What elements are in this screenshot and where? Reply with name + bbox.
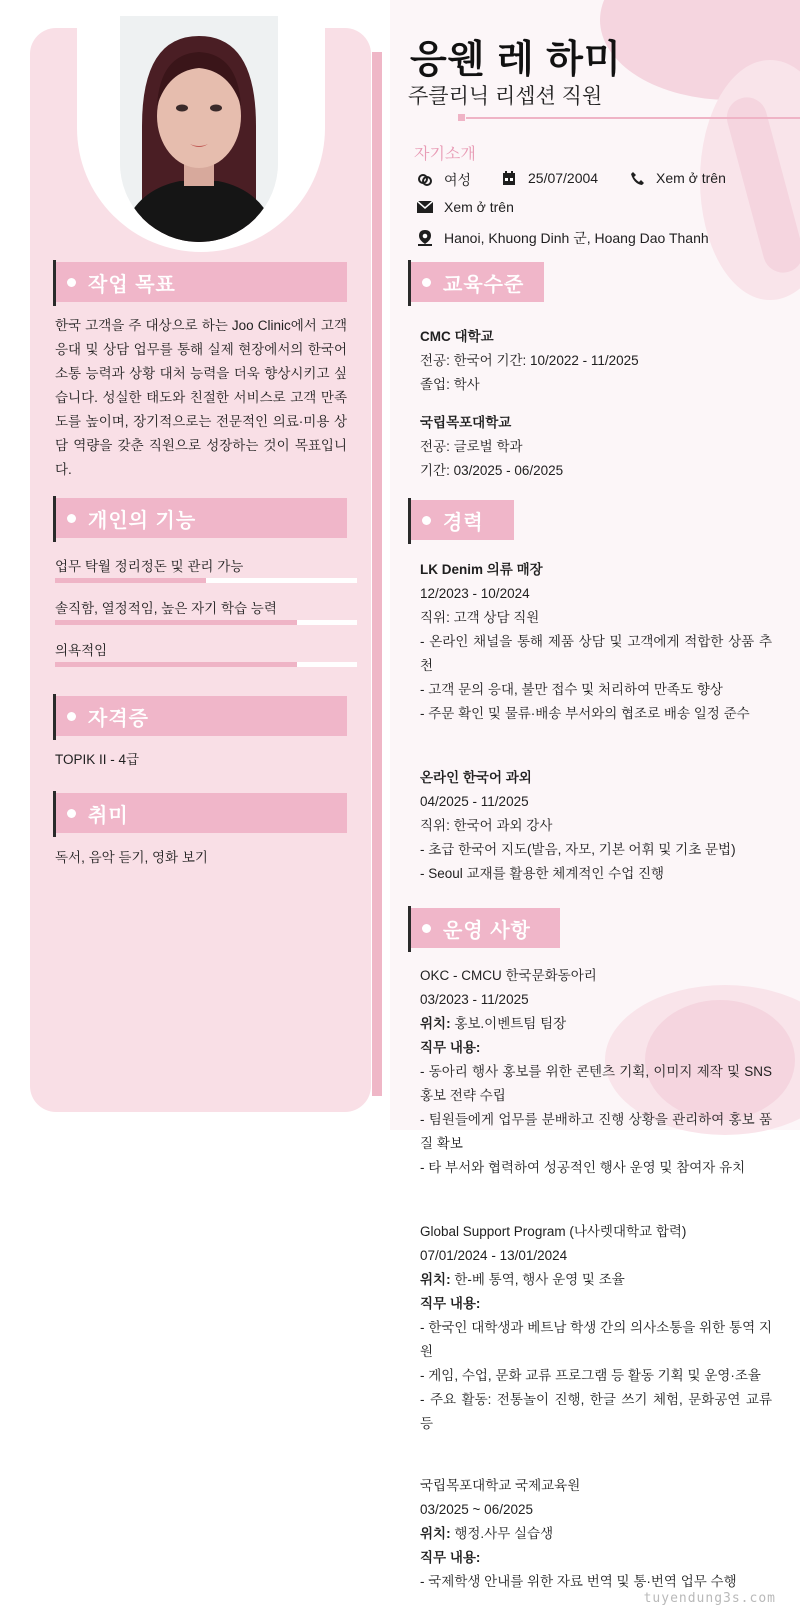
school-name: CMC 대학교	[420, 329, 494, 344]
bullet-dot	[422, 516, 431, 525]
bullet-dot	[422, 924, 431, 933]
section-title: 운영 사항	[443, 919, 531, 942]
section-bar	[53, 791, 56, 837]
activity-bullet: - 게임, 수업, 문화 교류 프로그램 등 활동 기획 및 운영·조율	[420, 1368, 761, 1383]
activity-bullet: - 동아리 행사 홍보를 위한 콘텐츠 기획, 이미지 제작 및 SNS 홍보 전략 수립	[420, 1064, 772, 1103]
experience-bullet: - 온라인 채널을 통해 제품 상담 및 고객에게 적합한 상품 추천	[420, 634, 772, 673]
section-header-education	[410, 262, 544, 302]
section-title: 작업 목표	[88, 273, 176, 296]
intro-title: 자기소개	[414, 146, 476, 163]
section-bar	[408, 498, 411, 544]
skill-bar	[55, 662, 357, 667]
activity-bullet: - 주요 활동: 전통놀이 진행, 한글 쓰기 체험, 문화공연 교류 등	[420, 1392, 772, 1431]
activity-bullet: - 타 부서와 협력하여 성공적인 행사 운영 및 참여자 유치	[420, 1160, 746, 1175]
activity-period: 03/2025 ~ 06/2025	[420, 1502, 533, 1517]
divider	[466, 117, 800, 119]
education-line: 기간: 03/2025 - 06/2025	[420, 463, 564, 478]
section-bar	[53, 694, 56, 740]
address-value: Hanoi, Khuong Dinh 군, Hoang Dao Thanh	[444, 230, 709, 246]
skill-label: 솔직함, 열정적임, 높은 자기 학습 능력	[55, 601, 277, 616]
experience-bullet: - 고객 문의 응대, 불만 접수 및 처리하여 만족도 향상	[420, 682, 723, 697]
skill-fill	[55, 662, 297, 667]
duties-label: 직무 내용:	[420, 1040, 481, 1055]
address-info	[414, 228, 709, 248]
experience-position: 직위: 한국어 과외 강사	[420, 818, 553, 833]
position-label: 위치:	[420, 1016, 451, 1031]
education-line: 전공: 한국어 기간: 10/2022 - 11/2025	[420, 353, 639, 368]
section-header-objective	[55, 262, 347, 302]
duties-label: 직무 내용:	[420, 1296, 481, 1311]
skill-label: 의욕적임	[55, 643, 108, 658]
experience-entry	[420, 766, 780, 886]
bullet-dot	[67, 712, 76, 721]
skill-fill	[55, 620, 297, 625]
education-entry	[420, 411, 780, 483]
divider-dot	[458, 114, 465, 121]
section-bar	[408, 906, 411, 952]
activity-org: Global Support Program (나사렛대학교 합력)	[420, 1224, 687, 1239]
experience-bullet: - 주문 확인 및 물류·배송 부서와의 협조로 배송 일정 준수	[420, 706, 750, 721]
candidate-name: 응웬 레 하미	[410, 39, 622, 81]
gender-icon	[414, 173, 436, 187]
section-header-skills	[55, 498, 347, 538]
skill-bar	[55, 620, 357, 625]
experience-position: 직위: 고객 상담 직원	[420, 610, 540, 625]
bullet-dot	[67, 278, 76, 287]
gender-value: 여성	[444, 172, 472, 188]
experience-period: 04/2025 - 11/2025	[420, 794, 529, 809]
bullet-dot	[67, 514, 76, 523]
birthdate-info	[498, 170, 598, 186]
activity-position: 한-베 통역, 행사 운영 및 조율	[454, 1272, 625, 1287]
birthdate-value: 25/07/2004	[528, 170, 599, 186]
activity-bullet: - 국제학생 안내를 위한 자료 번역 및 통·번역 업무 수행	[420, 1574, 737, 1589]
education-entry	[420, 325, 780, 397]
section-title: 자격증	[88, 707, 149, 730]
profile-photo	[120, 16, 278, 242]
experience-bullet: - 초급 한국어 지도(발음, 자모, 기본 어휘 및 기초 문법)	[420, 842, 736, 857]
experience-entry	[420, 558, 772, 726]
watermark: tuyendung3s.com	[643, 1591, 776, 1606]
section-bar	[53, 260, 56, 306]
phone-info	[626, 170, 726, 186]
education-line: 전공: 글로벌 학과	[420, 439, 523, 454]
activity-org: OKC - CMCU 한국문화동아리	[420, 968, 597, 983]
section-header-certifications	[55, 696, 347, 736]
section-header-hobbies	[55, 793, 347, 833]
skill-fill	[55, 578, 206, 583]
activity-period: 07/01/2024 - 13/01/2024	[420, 1248, 568, 1263]
location-pin-icon	[414, 230, 436, 246]
envelope-icon	[414, 201, 436, 213]
section-title: 취미	[88, 804, 129, 827]
experience-bullet: - Seoul 교재를 활용한 체계적인 수업 진행	[420, 866, 665, 881]
phone-value: Xem ở trên	[656, 170, 726, 186]
company-name: 온라인 한국어 과외	[420, 770, 532, 785]
position-label: 위치:	[420, 1272, 451, 1287]
school-name: 국립목포대학교	[420, 415, 512, 430]
education-line: 졸업: 학사	[420, 377, 480, 392]
activity-position: 행정.사무 실습생	[454, 1526, 554, 1541]
section-title: 개인의 기능	[88, 509, 197, 532]
experience-period: 12/2023 - 10/2024	[420, 586, 530, 601]
position-label: 위치:	[420, 1526, 451, 1541]
certification-text: TOPIK II - 4급	[55, 752, 140, 767]
calendar-icon	[498, 171, 520, 186]
activity-bullet: - 팀원들에게 업무를 분배하고 진행 상황을 관리하여 홍보 품질 확보	[420, 1112, 772, 1151]
job-title: 주클리닉 리셉션 직원	[408, 85, 603, 108]
bullet-dot	[67, 809, 76, 818]
section-title: 경력	[443, 511, 484, 534]
company-name: LK Denim 의류 매장	[420, 562, 543, 577]
section-bar	[408, 260, 411, 306]
hobbies-text: 독서, 음악 듣기, 영화 보기	[55, 850, 208, 865]
section-header-activities	[410, 908, 560, 948]
activity-entry	[420, 1220, 772, 1436]
section-header-experience	[410, 500, 514, 540]
activity-entry	[420, 1474, 780, 1594]
activity-period: 03/2023 - 11/2025	[420, 992, 529, 1007]
activity-bullet: - 한국인 대학생과 베트남 학생 간의 의사소통을 위한 통역 지원	[420, 1320, 772, 1359]
objective-text: 한국 고객을 주 대상으로 하는 Joo Clinic에서 고객 응대 및 상담 업무를 통해 실제 현장에서의 한국어 소통 능력과 상황 대처 능력을 더욱 향상시키고 싶습니다. 성실한 태도와 친절한 서비스로 고객 만족도를 높이며, 장기적으로는 전문적인 의료·미용 상담 역량을 갖춘 직원으로 성장하는 것이 목표입니다.	[55, 318, 347, 477]
email-value: Xem ở trên	[444, 199, 514, 215]
section-bar	[53, 496, 56, 542]
bullet-dot	[422, 278, 431, 287]
activity-position: 홍보.이벤트팀 팀장	[454, 1016, 567, 1031]
activity-entry	[420, 964, 772, 1180]
skill-bar	[55, 578, 357, 583]
activity-org: 국립목포대학교 국제교육원	[420, 1478, 581, 1493]
section-title: 교육수준	[443, 273, 525, 296]
skill-label: 업무 탁월 정리정돈 및 관리 가능	[55, 559, 244, 574]
duties-label: 직무 내용:	[420, 1550, 481, 1565]
phone-icon	[626, 171, 648, 186]
sidebar-edge	[372, 52, 382, 1096]
gender-info	[414, 170, 471, 190]
email-info	[414, 199, 514, 215]
